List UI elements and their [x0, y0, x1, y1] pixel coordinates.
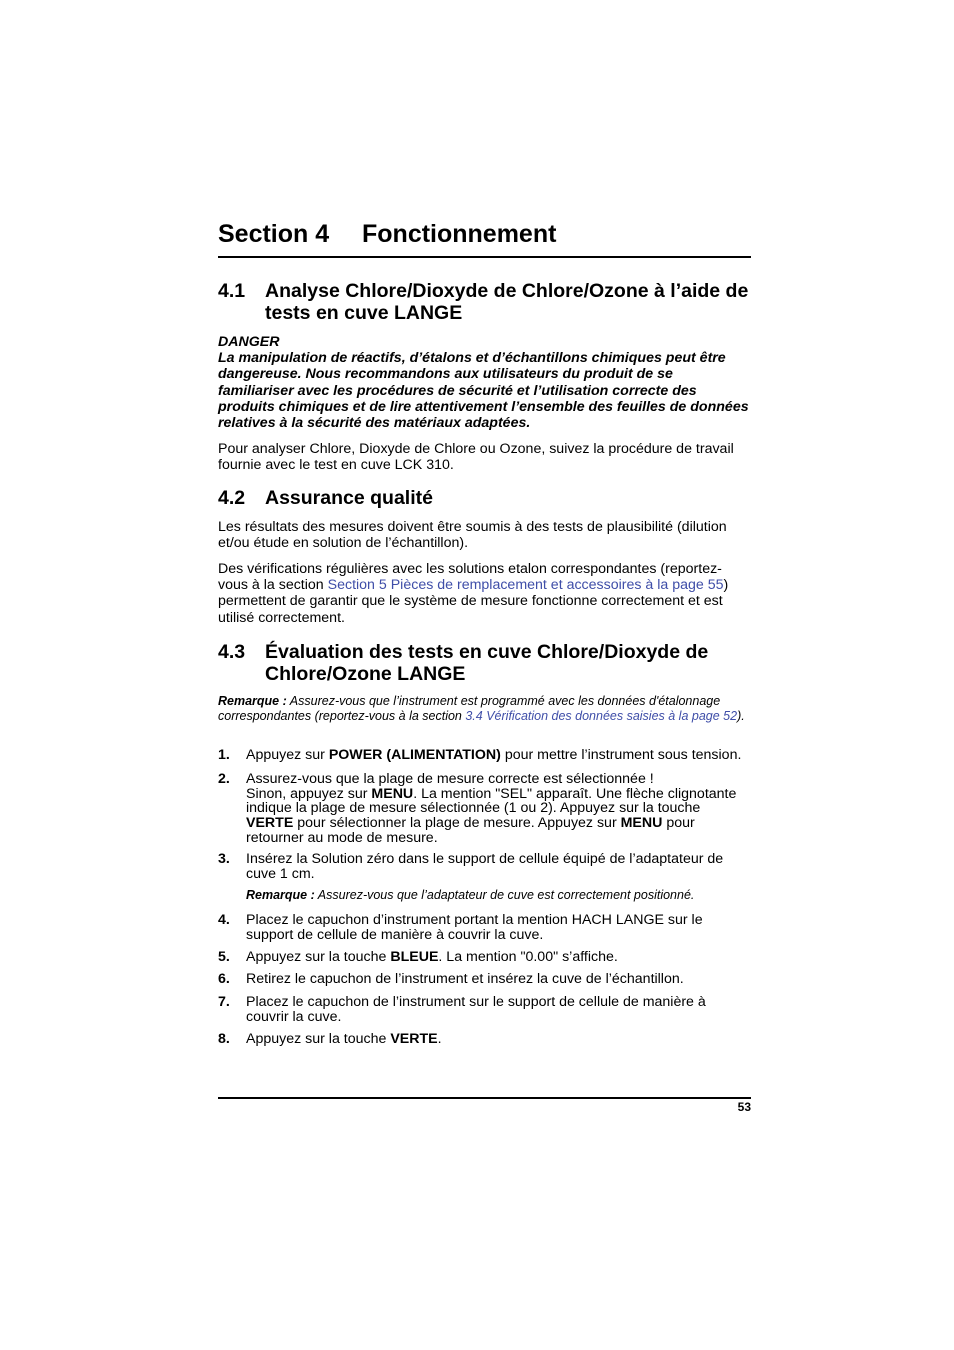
- step-number: 6.: [218, 971, 230, 987]
- step-7: [218, 995, 751, 1024]
- step-number: 2.: [218, 771, 230, 787]
- section-rule: [218, 256, 751, 258]
- heading-4-1: [218, 280, 751, 324]
- step-text: Retirez le capuchon de l’instrument et insérez la cuve de l’échantillon.: [246, 971, 684, 987]
- heading-number: 4.3: [218, 641, 246, 663]
- step-3-note: [246, 888, 751, 903]
- para-text: Des vérifications régulières avec les solutions etalon correspondantes (reportez-vous à la section: [218, 561, 722, 594]
- step-text: Appuyez sur la touche VERTE.: [246, 1031, 442, 1047]
- step-text: Appuyez sur la touche BLEUE. La mention "0.00" s’affiche.: [246, 949, 618, 965]
- step-2: [218, 772, 751, 846]
- paragraph-4-1: Pour analyser Chlore, Dioxyde de Chlore ou Ozone, suivez la procédure de travail fournie avec le test en cuve LCK 310.: [218, 441, 734, 474]
- step-number: 4.: [218, 912, 230, 928]
- step-text: Placez le capuchon d’instrument portant la mention HACH LANGE sur le support de cellule de manière à couvrir la cuve.: [246, 912, 703, 943]
- note-label: Remarque :: [218, 694, 287, 708]
- section-5-link[interactable]: Section 5 Pièces de remplacement et accessoires à la page 55: [327, 577, 724, 594]
- heading-number: 4.1: [218, 280, 246, 302]
- para-text: ) permettent de garantir que le système de mesure fonctionne correctement et est utilisé correctement.: [218, 577, 729, 626]
- step-number: 8.: [218, 1031, 230, 1047]
- step-text: Assurez-vous que la plage de mesure correcte est sélectionnée ! Sinon, appuyez sur MENU. La mention "SEL" apparaît. Une flèche clignotante indique la plage de mesure sélectionnée (1 ou 2). Appuyez sur la touche VERTE pour sélectionner la plage de mesure. Appuyez sur MENU pour retourner au mode de mesure.: [246, 771, 737, 846]
- section-title: [218, 218, 751, 250]
- heading-4-3: [218, 641, 751, 685]
- step-8: [218, 1032, 751, 1047]
- step-text: Appuyez sur POWER (ALIMENTATION) pour mettre l’instrument sous tension.: [246, 747, 742, 763]
- step-text: Placez le capuchon de l’instrument sur le support de cellule de manière à couvrir la cuve.: [246, 994, 706, 1025]
- heading-text: Assurance qualité: [265, 487, 433, 509]
- danger-block: [218, 334, 751, 431]
- step-number: 1.: [218, 747, 230, 763]
- note-text: Assurez-vous que l’adaptateur de cuve est correctement positionné.: [314, 888, 695, 902]
- page-number: 53: [737, 1100, 751, 1114]
- note-4-3: [218, 694, 751, 724]
- step-4: [218, 913, 751, 942]
- note-label: Remarque :: [246, 888, 315, 902]
- note-text: ).: [737, 709, 745, 723]
- footer-rule: [218, 1097, 751, 1099]
- step-5: [218, 950, 751, 965]
- paragraph-4-2-b: [218, 561, 751, 626]
- danger-text: La manipulation de réactifs, d’étalons et d’échantillons chimiques peut être dangereuse. Nous recommandons aux utilisateurs du produit de se familiariser avec les procédures de sécurité et l’utilisation correcte des produits chimiques et de lire attentivement l’ensemble des feuilles de données relatives à la sécurité des matériaux adaptées.: [218, 350, 749, 432]
- step-6: [218, 972, 751, 987]
- danger-label: DANGER: [218, 334, 280, 350]
- section-number: Section 4: [218, 220, 330, 248]
- paragraph-4-2-a: Les résultats des mesures doivent être soumis à des tests de plausibilité (dilution et/ou étude en solution de l’échantillon).: [218, 519, 727, 552]
- note-text: Assurez-vous que l’instrument est programmé avec les données d'étalonnage correspondantes (reportez-vous à la section: [218, 694, 721, 723]
- step-number: 7.: [218, 994, 230, 1010]
- heading-number: 4.2: [218, 487, 246, 509]
- step-number: 5.: [218, 949, 230, 965]
- heading-text: Évaluation des tests en cuve Chlore/Dioxyde de Chlore/Ozone LANGE: [265, 641, 709, 685]
- section-heading: Fonctionnement: [362, 220, 557, 248]
- step-number: 3.: [218, 851, 230, 867]
- step-text: Insérez la Solution zéro dans le support de cellule équipé de l’adaptateur de cuve 1 cm.: [246, 851, 724, 882]
- step-3: [218, 852, 751, 881]
- step-1: [218, 748, 751, 763]
- heading-4-2: [218, 487, 751, 509]
- heading-text: Analyse Chlore/Dioxyde de Chlore/Ozone à l’aide de tests en cuve LANGE: [265, 280, 749, 324]
- section-3-4-link[interactable]: 3.4 Vérification des données saisies à la page 52: [465, 709, 738, 723]
